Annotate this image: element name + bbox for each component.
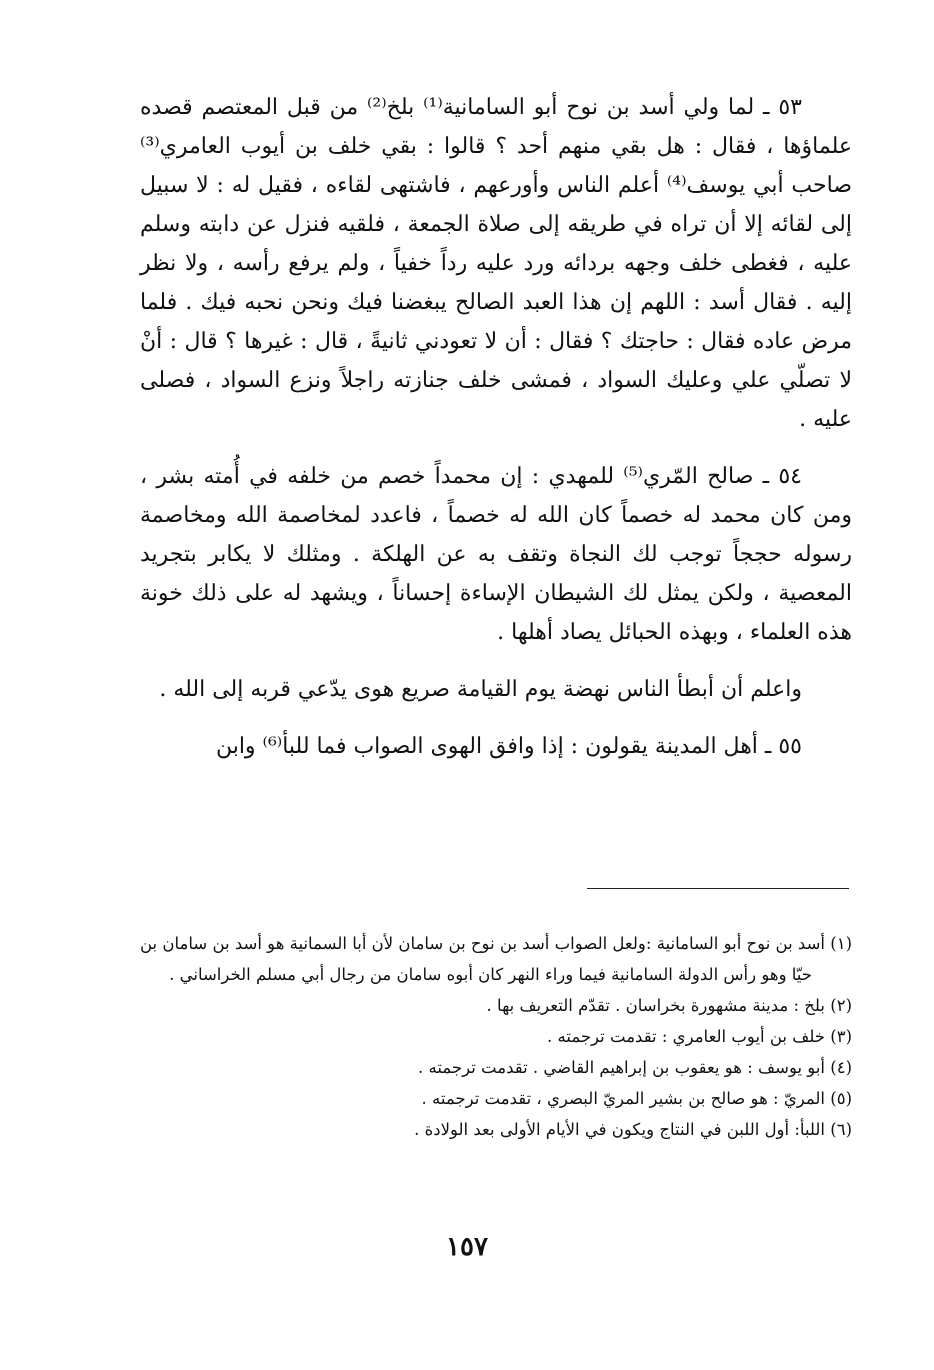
paragraph-54: ٥٤ ـ صالح المّري⁽⁵⁾ للمهدي : إن محمداً خصم من خلفه في أُمته بشر ، ومن كان محمد له خصماً كان الله له خصماً ، فاعدد لمخاصمة الله ومخاصمة رسوله حججاً توجب لك النجاة وتقف به عن الهلكة . ومثلك لا يكابر بتجريد المعصية ، ولكن يمثل لك الشيطان الإساءة إحساناً ، ويشهد له على ذلك خونة هذه العلماء ، وبهذه الحبائل يصاد أهلها . bbox=[140, 464, 852, 645]
footnote-6: (٦) اللبأ: أول اللبن في النتاج ويكون في الأيام الأولى بعد الولادة . bbox=[414, 1120, 852, 1139]
page-number: ١٥٧ bbox=[446, 1232, 488, 1262]
paragraph-55: ٥٥ ـ أهل المدينة يقولون : إذا وافق الهوى الصواب فما للبأ⁽⁶⁾ وابن bbox=[215, 734, 802, 759]
main-text bbox=[140, 88, 852, 766]
footnote-1: (١) أسد بن نوح أبو السامانية :ولعل الصواب أسد بن نوح بن سامان لأن أبا السمانية هو أسد بن سامان بن حيّا وهو رأس الدولة السامانية فيما وراء النهر كان أبوه سامان من رجال أبي مسلم الخراساني . bbox=[139, 934, 852, 984]
footnote-divider bbox=[587, 888, 849, 889]
paragraph-closing-remark: واعلم أن أبطأ الناس نهضة يوم القيامة صريع هوى يدّعي قربه إلى الله . bbox=[159, 677, 802, 702]
footnote-4: (٤) أبو يوسف : هو يعقوب بن إبراهيم القاضي . تقدمت ترجمته . bbox=[418, 1058, 852, 1077]
footnote-5: (٥) المريّ : هو صالح بن بشير المريّ البصري ، تقدمت ترجمته . bbox=[421, 1089, 852, 1108]
paragraph-53: ٥٣ ـ لما ولي أسد بن نوح أبو السامانية⁽¹⁾ بلخ⁽²⁾ من قبل المعتصم قصده علماؤها ، فقال : هل بقي منهم أحد ؟ قالوا : بقي خلف بن أيوب العامري⁽³⁾ صاحب أبي يوسف⁽⁴⁾ أعلم الناس وأورعهم ، فاشتهى لقاءه ، فقيل له : لا سبيل إلى لقائه إلا أن تراه في طريقه إلى صلاة الجمعة ، فلقيه فنزل عن دابته وسلم عليه ، فغطى خلف وجهه بردائه ورد عليه رداً خفياً ، ولم يرفع رأسه ، ولا نظر إليه . فقال أسد : اللهم إن هذا العبد الصالح يبغضنا فيك ونحن نحبه فيك . فلما مرض عاده فقال : حاجتك ؟ فقال : أن لا تعودني ثانيةً ، قال : غيرها ؟ قال : أنْ لا تصلّي علي وعليك السواد ، فمشى خلف جنازته راجلاً ونزع السواد ، فصلى عليه . bbox=[140, 95, 852, 432]
footnote-3: (٣) خلف بن أيوب العامري : تقدمت ترجمته . bbox=[547, 1027, 852, 1046]
footnotes bbox=[140, 928, 852, 1145]
footnote-2: (٢) بلخ : مدينة مشهورة بخراسان . تقدّم التعريف بها . bbox=[486, 996, 852, 1015]
